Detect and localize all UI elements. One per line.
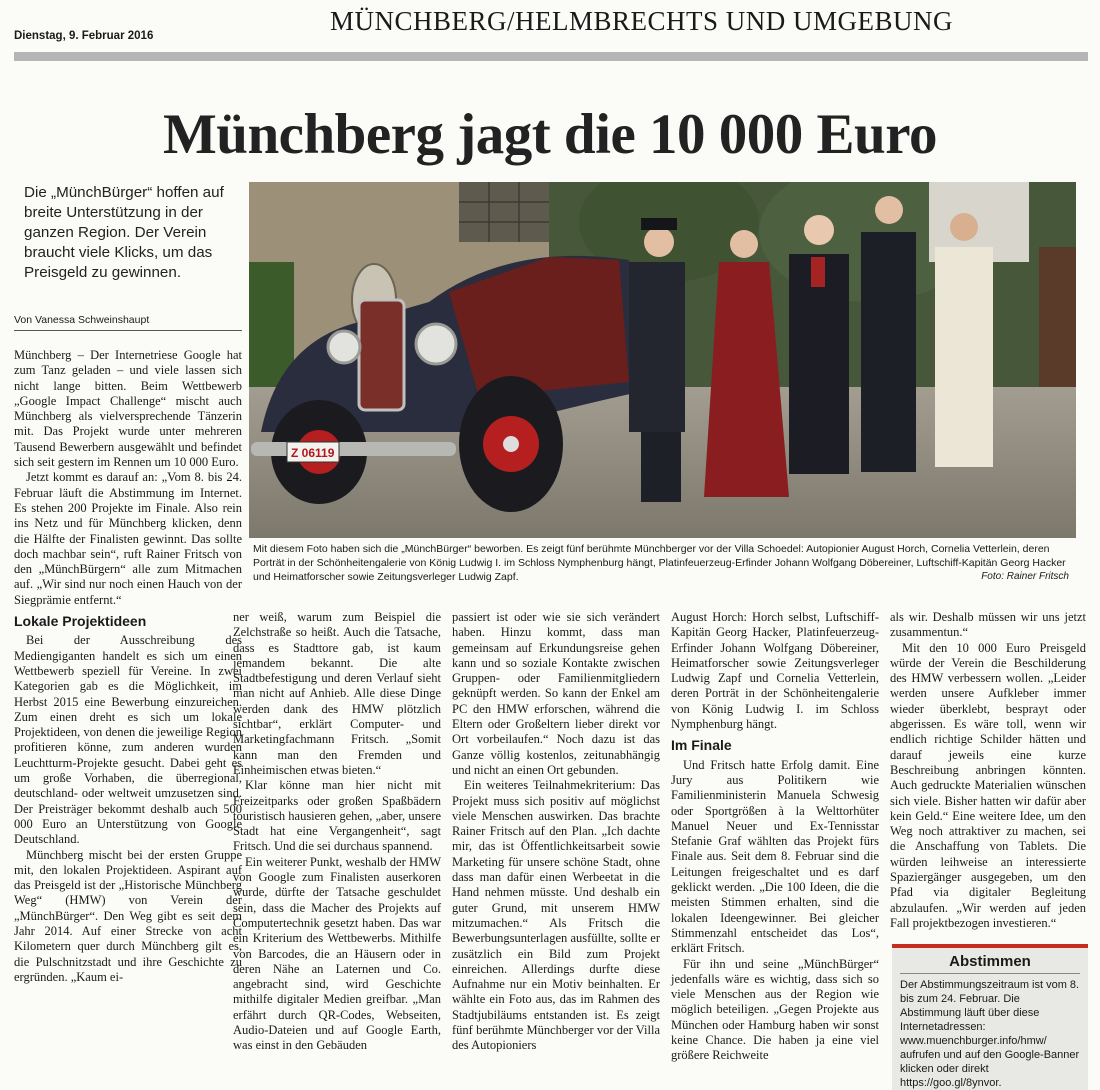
paragraph: Für ihn und seine „MünchBürger“ jedenfalls wäre es wichtig, dass sich so viele Menschen aus der Region wie möglich beteiligen. „Gegen Projekte aus München oder Hamburg haben wir sonst keine Chance. Die haben ja eine viel größere Reichweite	[671, 956, 879, 1063]
caption-text: Mit diesem Foto haben sich die „MünchBürger“ beworben. Es zeigt fünf berühmte Münchberger vor der Villa Schoedel: Autopionier August Horch, Cornelia Vetterlein, deren Porträt in der Schönheitengalerie von König Ludwig I. im Schloss Nymphenburg hängt, Platinfeuerzeug-Erfinder Johann Wolfgang Döbereiner, Luftschiff-Kapitän Georg Hacker und Heimatforscher sowie Zeitungsverleger Ludwig Zapf.	[253, 543, 1066, 583]
paragraph: Und Fritsch hatte Erfolg damit. Eine Jury aus Politikern wie Familienministerin Manuela Schwesig oder Sportgrößen à la Welttorhüter Manuel Neuer und Ex-Tennisstar Stefanie Graf wählten das Projekt fürs Finale aus. Seit dem 8. Februar sind die Leitungen freigeschaltet und es darf geklickt werden. „Die 100 Ideen, die die meisten Stimmen erhalten, sind die lokalen Ideengewinner. Bei gleicher Stimmenzahl entscheidet das Los“, erklärt Fritsch.	[671, 757, 879, 956]
author-byline: Von Vanessa Schweinshaupt	[14, 314, 242, 331]
header-rule	[14, 52, 1088, 61]
license-plate: Z 06119	[291, 446, 335, 460]
info-box-body: Der Abstimmungszeitraum ist vom 8. bis zum 24. Februar. Die Abstimmung läuft über diese Internetadressen: www.muenchburger.info/hmw/ aufrufen und auf den Google-Banner klicken oder direkt https://goo.gl/8ynvor.	[900, 979, 1080, 1089]
paragraph: Münchberg – Der Internetriese Google hat zum Tanz geladen – und viele lassen sich nicht lange bitten. Beim Wettbewerb „Google Impact Challenge“ mischt auch Münchberg als vielversprechende Tänzerin mit. Das Projekt wurde unter mehreren Tausend Bewerbern ausgewählt und befindet sich seit gestern im Rennen um 10 000 Euro.	[14, 348, 242, 470]
subheading: Im Finale	[671, 737, 732, 754]
photo-caption	[253, 542, 1073, 584]
article-column-5	[890, 610, 1086, 931]
photo-illustration	[249, 182, 1076, 538]
photo-credit: Foto: Rainer Fritsch	[981, 571, 1069, 582]
paragraph: Mit den 10 000 Euro Preisgeld würde der Verein die Beschilderung des HMW verbessern wollen. „Leider werden unsere Aufkleber immer wieder überklebt, besprayt oder abgerissen. Es wäre toll, wenn wir endlich richtige Schilder hätten und darauf jeweils eine kurze Beschreibung anbringen könnten. Auch gedruckte Materialien wünschen sich viele. Bisher hatten wir dafür aber kein Geld.“ Eine weitere Idee, um den Weg noch attraktiver zu machen, sei die Anschaffung von Tablets. Die würden leihweise an interessierte Spaziergänger ausgegeben, um den Pfad via digitaler Begleitung abzulaufen. „Wir werden auf jeden Fall projektbezogen investieren.“	[890, 640, 1086, 930]
article-column-4	[671, 610, 879, 1064]
article-column-2	[233, 610, 441, 1054]
article-photo	[249, 182, 1076, 538]
paragraph: Ein weiteres Teilnahmekriterium: Das Projekt muss sich positiv auf möglichst viele Menschen auswirken. Das brachte Rainer Fritsch auf den Plan. „Ich dachte mir, das ist Öffentlichkeitsarbeit sowie Marketing für unsere schöne Stadt, ohne dass man dafür einen Werbeetat in die Hand nehmen müsste. Und deshalb ein guter Grund, mit unserem HMW mitzumachen.“ Als Fritsch die Bewerbungsunterlagen ausfüllte, sollte er zusätzlich ein Bild zum Projekt einreichen. Allerdings durfte diese Aufnahme nur ein Motiv beinhalten. Er wählte ein Foto aus, das im Rahmen des Stadtjubiläums entstanden ist. Es zeigt fünf berühmte Münchberger vor der Villa des Autopioniers	[452, 778, 660, 1053]
subheading: Lokale Projektideen	[14, 613, 147, 630]
paragraph: August Horch: Horch selbst, Luftschiff-Kapitän Georg Hacker, Platinfeuerzeug-Erfinder Johann Wolfgang Döbereiner, Heimatforscher sowie Zeitungsverleger Ludwig Zapf und Cornelia Vetterlein, deren Porträt in der Schönheitengalerie von König Ludwig I. im Schloss Nymphenburg hängt.	[671, 610, 879, 732]
info-box	[892, 944, 1088, 1090]
paragraph: passiert ist oder wie sie sich verändert haben. Hinzu kommt, dass man gemeinsam auf Erkundungsreise gehen kann und so soziale Kontakte zwischen Gruppen- oder Familienmitgliedern geknüpft werden. So kann der Enkel am PC den HMW erforschen, während die Eltern oder Großeltern lieber direkt vor Ort vorbeilaufen.“ Noch dazu ist das Ganze völlig kostenlos, zeitunabhängig und nicht an einen Ort gebunden.	[452, 610, 660, 777]
section-title: MÜNCHBERG/HELMBRECHTS UND UMGEBUNG	[330, 6, 954, 36]
info-box-divider	[900, 973, 1080, 974]
info-box-title: Abstimmen	[949, 953, 1031, 970]
paragraph: Jetzt kommt es darauf an: „Vom 8. bis 24. Februar läuft die Abstimmung im Internet. Es stehen 200 Projekte im Finale. Also rein ins Netz und für Münchberg klicken, denn die Hälfte der Finalisten gewinnt. Das sollte doch machbar sein“, ruft Rainer Fritsch von den „MünchBürgern“ alle zum Mitmachen auf. „Wir sind nur noch einen Hauch von der Siegprämie entfernt.“	[14, 470, 242, 607]
paragraph: Münchberg mischt bei der ersten Gruppe mit, den lokalen Projektideen. Aspirant auf das Preisgeld ist der „Historische Münchberg Weg“ (HMW) von Verein der „MünchBürger“. Den Weg gibt es seit dem Jahr 2014. Auf einer Strecke von acht Kilometern quer durch Münchberg gilt es, die Pulschnitzstadt und ihre Geschichte zu ergründen. „Kaum ei-	[14, 847, 242, 984]
headline: Münchberg jagt die 10 000 Euro	[162, 103, 938, 166]
teaser: Die „MünchBürger“ hoffen auf breite Unterstützung in der ganzen Region. Der Verein braucht viele Klicks, um das Preisgeld zu gewinnen.	[24, 184, 224, 281]
paragraph: Ein weiterer Punkt, weshalb der HMW von Google zum Finalisten auserkoren wurde, dürfte der Tatsache geschuldet sein, dass die Macher des Projekts auf Computertechnik gesetzt haben. Das war ein Kriterium des Wettbewerbs. Mithilfe von Barcodes, die an Häusern oder in deren Nähe an Laternen und Co. angebracht sind, wird Geschichte mithilfe digitaler Medien greifbar. „Man erfährt durch QR-Codes, Webseiten, Audio-Dateien und auf Google Earth, was einst in den Gebäuden	[233, 854, 441, 1053]
paragraph: ner weiß, warum zum Beispiel die Zelchstraße so heißt. Auch die Tatsache, dass es Stadttore gab, ist kaum jemandem bekannt. Die alte Stadtbefestigung und deren Verlauf sieht man nicht auf Anhieb. Alle diese Dinge werden dank des HMW plötzlich sichtbar“, erklärt Computer- und Marketingfachmann Fritsch. „Somit kann man den Fremden und Einheimischen etwas bieten.“	[233, 610, 441, 777]
paragraph: als wir. Deshalb müssen wir uns jetzt zusammentun.“	[890, 610, 1086, 640]
article-column-3	[452, 610, 660, 1054]
article-column-1	[14, 348, 242, 985]
paragraph: Bei der Ausschreibung des Mediengiganten handelt es sich um einen Wettbewerb speziell für Vereine. In zwei Kategorien gab es die Möglichkeit, im Herbst 2015 eine Bewerbung einzureichen. Zum einen dreht es sich um lokale Projektideen, von denen die jeweilige Region profitieren könne, zum anderen wurden Leuchtturm-Projekte gesucht. Dabei geht es um große Vorhaben, die überregional, deutschland- oder weltweit umzusetzen sind. Der Preisträger bekommt deshalb auch 500 000 Euro an Unterstützung von Google Deutschland.	[14, 633, 242, 847]
date-line: Dienstag, 9. Februar 2016	[14, 30, 154, 42]
paragraph: Klar könne man hier nicht mit Freizeitparks oder großen Spaßbädern touristisch hausieren gehen, „aber, unsere Stadt hat eine Vergangenheit“, sagt Fritsch. Und die sei durchaus spannend.	[233, 778, 441, 854]
